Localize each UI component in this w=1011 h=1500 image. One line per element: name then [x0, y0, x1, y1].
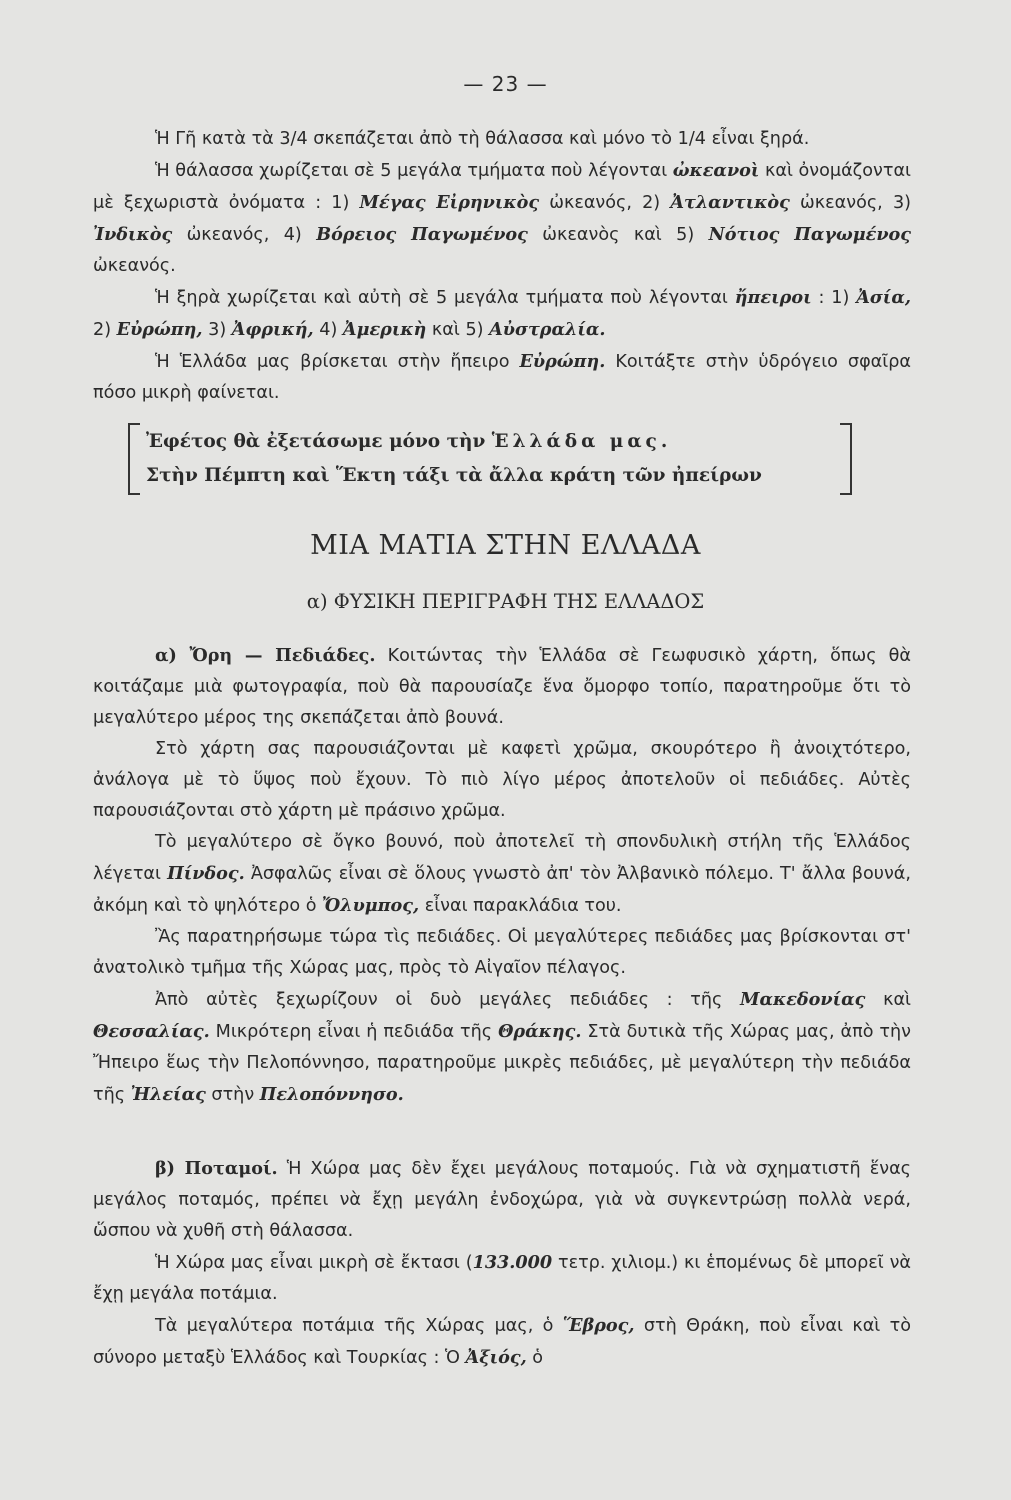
plain-makedonia: Μακεδονίας — [740, 989, 866, 1010]
text: ὠκεανός, 4) — [172, 225, 317, 245]
section-a-paragraph-3 — [93, 827, 911, 922]
section-a-paragraph-1 — [93, 640, 911, 734]
text: Ἡ θάλασσα χωρίζεται σὲ 5 μεγάλα τμήματα ποὺ λέγονται — [155, 161, 673, 181]
heading-mountains-plains: α) Ὄρη — Πεδιάδες. — [155, 645, 376, 666]
ocean-atlantic: Ἀτλαντικὸς — [670, 192, 790, 213]
text: καὶ ὀνομάζονται μὲ ξεχωριστὰ ὀνόματα : 1) — [93, 161, 911, 213]
term-continents: ἤπειροι — [734, 287, 812, 308]
bracket-corner — [130, 493, 140, 495]
text: 3) — [202, 320, 232, 340]
chapter-title: ΜΙΑ ΜΑΤΙΑ ΣΤΗΝ ΕΛΛΑΔΑ — [310, 530, 701, 561]
text: καὶ 5) — [426, 320, 490, 340]
mountain-pindos: Πίνδος. — [167, 863, 245, 884]
note-greece: Ἑλλάδα μας. — [491, 431, 672, 452]
text: Στὸ χάρτη σας παρουσιάζονται μὲ καφετὶ χρῶμα, σκουρότερο ἢ ἀνοιχτότερο, ἀνάλογα μὲ τὸ ὕψος ποὺ ἔχουν. Τὸ πιὸ λίγο μέρος ἀποτελοῦν οἱ πεδιάδες. Αὐτὲς παρουσιάζονται στὸ χάρτη μὲ πράσινο χρῶμα. — [93, 739, 911, 821]
bracket-corner — [840, 493, 850, 495]
section-a-paragraph-4 — [93, 922, 911, 984]
text: : 1) — [811, 288, 857, 308]
text: εἶναι παρακλάδια του. — [419, 896, 622, 916]
text: Ἐφέτος θὰ ἐξετάσωμε μόνο τὴν — [146, 431, 492, 452]
text: Ἀσφαλῶς εἶναι σὲ ὅλους γνωστὸ ἀπ' τὸν Ἀλβανικὸ πόλεμο. Τ' ἄλλα βουνά, ἀκόμη καὶ τὸ ψηλότερο ὁ — [93, 864, 911, 916]
section-title: α) ΦΥΣΙΚΗ ΠΕΡΙΓΡΑΦΗ ΤΗΣ ΕΛΛΑΔΟΣ — [306, 590, 705, 613]
continent-america: Ἀμερικὴ — [342, 319, 427, 340]
intro-paragraph-4 — [93, 346, 911, 409]
text: ὠκεανός, 2) — [539, 193, 671, 213]
section-b-paragraph-2 — [93, 1247, 911, 1310]
continent-europe: Εὐρώπη, — [116, 319, 203, 340]
term-oceans: ὠκεανοὶ — [672, 160, 760, 181]
page-number: — 23 — — [463, 72, 548, 96]
heading-rivers: β) Ποταμοί. — [155, 1158, 278, 1179]
plain-ileia: Ἠλείας — [130, 1084, 206, 1105]
text: τετρ. χιλιομ.) κι ἑπομένως δὲ μπορεῖ νὰ ἔχῃ μεγάλα ποτάμια. — [93, 1253, 911, 1304]
plain-thraki: Θράκης. — [498, 1021, 582, 1042]
river-axios: Ἀξιός, — [465, 1347, 527, 1368]
continent-africa: Ἀφρική, — [231, 319, 314, 340]
text: ὠκεανός, 3) — [789, 193, 911, 213]
text: Κοιτώντας τὴν Ἑλλάδα σὲ Γεωφυσικὸ χάρτη, ὅπως θὰ κοιτάζαμε μιὰ φωτογραφία, ποὺ θὰ παρουσίαζε ἕνα ὄμορφο τοπίο, παρατηροῦμε ὅτι τὸ μεγαλύτερο μέρος της σκεπάζεται ἀπὸ βουνά. — [93, 646, 911, 728]
text: 2) — [93, 320, 117, 340]
text: Κοιτάξτε στὴν ὑδρόγειο σφαῖρα πόσο μικρὴ φαίνεται. — [93, 352, 911, 403]
text: Ἡ Χώρα μας δὲν ἔχει μεγάλους ποταμούς. Γιὰ νὰ σχηματιστῆ ἕνας μεγάλος ποταμός, πρέπει νὰ ἔχῃ μεγάλη ἐνδοχώρα, γιὰ νὰ συγκεντρώσῃ πολλὰ νερά, ὥσπου νὰ χυθῆ στὴ θάλασσα. — [93, 1159, 911, 1241]
bracket-corner — [130, 423, 140, 425]
text: Ἡ Ἑλλάδα μας βρίσκεται στὴν ἤπειρο — [155, 352, 520, 372]
area-value: 133.000 — [472, 1252, 553, 1273]
river-evros: Ἕβρος, — [562, 1315, 635, 1336]
ocean-arctic: Βόρειος Παγωμένος — [316, 224, 528, 245]
mountain-olympos: Ὄλυμπος, — [322, 895, 420, 916]
continent-australia: Αὐστραλία. — [489, 319, 606, 340]
section-a-paragraph-5 — [93, 984, 911, 1111]
intro-paragraph-1 — [93, 124, 911, 155]
text: Μικρότερη εἶναι ἡ πεδιάδα τῆς — [209, 1022, 499, 1042]
intro-section — [93, 124, 911, 409]
section-b-paragraph-3 — [93, 1310, 911, 1374]
region-peloponnisos: Πελοπόννησο. — [259, 1084, 404, 1105]
text: Στὰ δυτικὰ τῆς Χώρας μας, ἀπὸ τὴν Ἤπειρο ἕως τὴν Πελοπόννησο, παρατηροῦμε μικρὲς πεδιάδες, μὲ μεγαλύτερη τὴν πεδιάδα τῆς — [93, 1022, 911, 1105]
intro-paragraph-3 — [93, 282, 911, 346]
note-line-2: Στὴν Πέμπτη καὶ Ἕκτη τάξι τὰ ἄλλα κράτη τῶν ἠπείρων — [146, 465, 762, 486]
text: ὠκεανός. — [93, 256, 176, 276]
bracket-corner — [840, 423, 850, 425]
section-b-paragraph-1 — [93, 1153, 911, 1247]
text: Τὸ μεγαλύτερο σὲ ὄγκο βουνό, ποὺ ἀποτελεῖ τὴ σπονδυλικὴ στήλη τῆς Ἑλλάδος λέγεται — [93, 832, 911, 884]
continent-asia: Ἀσία, — [856, 287, 911, 308]
text: Ἡ Χώρα μας εἶναι μικρὴ σὲ ἔκτασι ( — [155, 1253, 473, 1273]
section-b — [93, 1153, 911, 1374]
continent-europe-ref: Εὐρώπη. — [519, 351, 606, 372]
intro-paragraph-2 — [93, 155, 911, 282]
ocean-antarctic: Νότιος Παγωμένος — [708, 224, 911, 245]
section-a-paragraph-2 — [93, 734, 911, 827]
text: Τὰ μεγαλύτερα ποτάμια τῆς Χώρας μας, ὁ — [155, 1316, 563, 1336]
note-line-1 — [146, 425, 671, 458]
section-a — [93, 640, 911, 1111]
intro-text-1: Ἡ Γῆ κατὰ τὰ 3/4 σκεπάζεται ἀπὸ τὴ θάλασσα καὶ μόνο τὸ 1/4 εἶναι ξηρά. — [155, 129, 810, 149]
text: ὠκεανὸς καὶ 5) — [527, 225, 709, 245]
plain-thessalia: Θεσσαλίας. — [93, 1021, 210, 1042]
text: στὴ Θράκη, ποὺ εἶναι καὶ τὸ σύνορο μεταξὺ Ἑλλάδος καὶ Τουρκίας : Ὁ — [93, 1316, 911, 1368]
text: Ἂς παρατηρήσωμε τώρα τὶς πεδιάδες. Οἱ μεγαλύτερες πεδιάδες μας βρίσκονται στ' ἀνατολικὸ τμῆμα τῆς Χώρας μας, πρὸς τὸ Αἰγαῖον πέλαγος. — [93, 927, 911, 978]
ocean-indian: Ἰνδικὸς — [93, 224, 173, 245]
text: στὴν — [205, 1085, 260, 1105]
text: Ἡ ξηρὰ χωρίζεται καὶ αὐτὴ σὲ 5 μεγάλα τμήματα ποὺ λέγονται — [155, 288, 735, 308]
text: 4) — [313, 320, 343, 340]
text: ὁ — [526, 1348, 544, 1368]
text: καὶ — [865, 990, 911, 1010]
ocean-pacific: Μέγας Εἰρηνικὸς — [359, 192, 540, 213]
bracketed-note — [128, 423, 852, 495]
text: Ἀπὸ αὐτὲς ξεχωρίζουν οἱ δυὸ μεγάλες πεδιάδες : τῆς — [155, 990, 741, 1010]
